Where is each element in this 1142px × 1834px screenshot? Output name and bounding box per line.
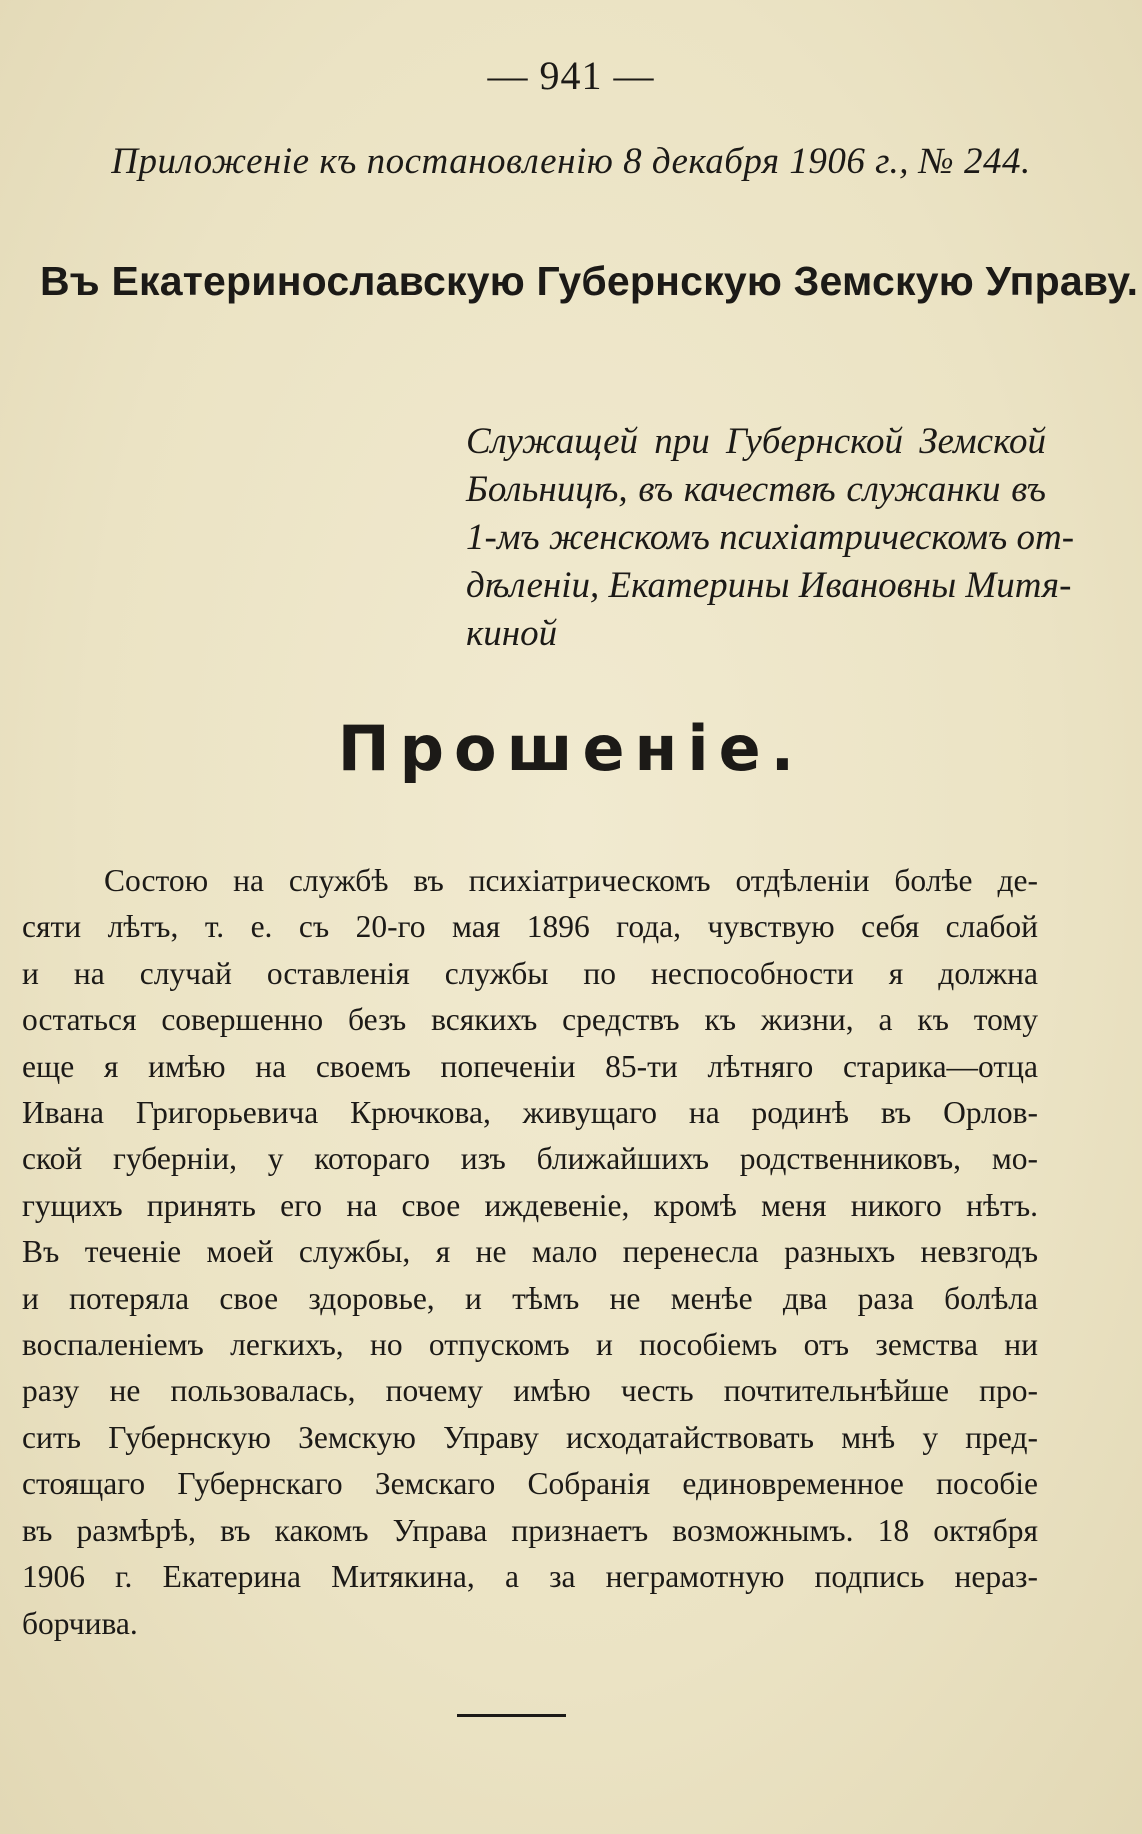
body-line: и на случай оставленiя службы по неспособности я должна	[22, 955, 1038, 991]
petition-body	[22, 858, 1038, 1647]
sender-line: Больницѣ, въ качествѣ служанки въ	[466, 469, 1046, 510]
body-line: Состою на службѣ въ психiатрическомъ отдѣленiи болѣе де-	[104, 863, 1038, 898]
body-line: разу не пользовалась, почему имѣю честь почтительнѣйше про-	[22, 1373, 1038, 1409]
body-line: воспаленiемъ легкихъ, но отпускомъ и пособiемъ отъ земства ни	[22, 1327, 1038, 1363]
body-line: стоящаго Губернскаго Земскаго Собранiя единовременное пособiе	[22, 1466, 1038, 1502]
body-line: гущихъ принять его на свое иждевенiе, кромѣ меня никого нѣтъ.	[22, 1187, 1038, 1223]
body-line: Ивана Григорьевича Крючкова, живущаго на родинѣ въ Орлов-	[22, 1095, 1038, 1131]
body-line: и потеряла свое здоровье, и тѣмъ не менѣе два раза болѣла	[22, 1280, 1038, 1316]
body-line: еще я имѣю на своемъ попеченiи 85-ти лѣтняго старика—отца	[22, 1048, 1038, 1084]
sender-line: 1-мъ женскомъ психiатрическомъ от-	[466, 517, 1075, 558]
body-line: сить Губернскую Земскую Управу исходатайствовать мнѣ у пред-	[22, 1419, 1038, 1455]
page-number: — 941 —	[487, 53, 655, 98]
addressee-line: Въ Екатеринославскую Губернскую Земскую Управу.	[40, 258, 1139, 304]
body-line: борчива.	[22, 1605, 138, 1641]
closing-rule	[457, 1714, 566, 1717]
sender-line: киной	[466, 613, 558, 654]
body-line: 1906 г. Екатерина Митякина, а за неграмотную подпись нераз-	[22, 1559, 1038, 1595]
sender-block	[466, 418, 1075, 658]
annex-reference: Приложенiе къ постановленiю 8 декабря 1906 г., № 244.	[111, 141, 1031, 182]
body-line: ской губернiи, у котораго изъ ближайшихъ родственниковъ, мо-	[22, 1141, 1038, 1177]
document-heading: Прошенiе.	[337, 712, 805, 785]
sender-line: Служащей при Губернской Земской	[466, 421, 1046, 462]
body-line: въ размѣрѣ, въ какомъ Управа признаетъ возможнымъ. 18 октября	[22, 1512, 1038, 1548]
body-line: сяти лѣтъ, т. е. съ 20-го мая 1896 года, чувствую себя слабой	[22, 909, 1038, 945]
sender-line: дѣленiи, Екатерины Ивановны Митя-	[466, 565, 1072, 606]
body-line: Въ теченiе моей службы, я не мало перенесла разныхъ невзгодъ	[22, 1234, 1038, 1270]
body-line: остаться совершенно безъ всякихъ средствъ къ жизни, а къ тому	[22, 1002, 1038, 1038]
